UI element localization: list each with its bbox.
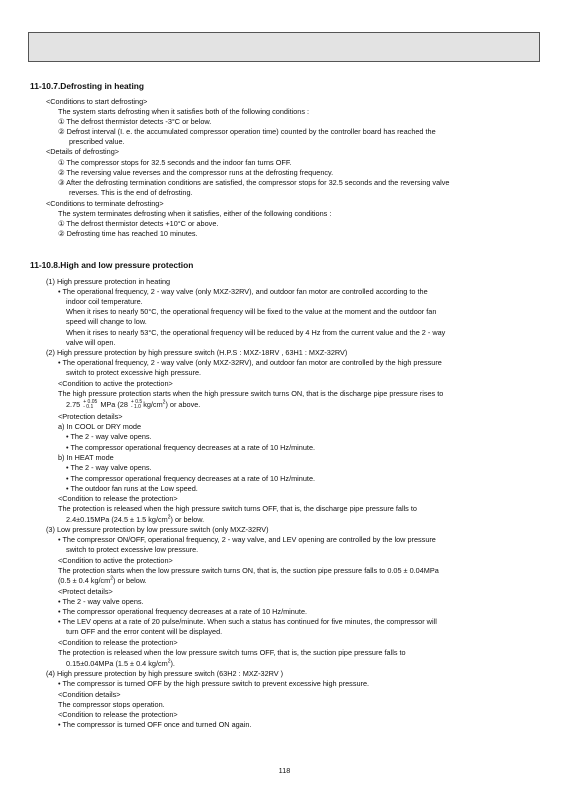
text-fragment: ) or below. [113,576,147,585]
text-line: b) In HEAT mode [58,453,114,462]
section-heading-defrosting: 11-10.7.Defrosting in heating [30,81,145,91]
text-line: turn OFF and the error content will be displayed. [66,627,223,636]
text-line: valve will open. [66,338,116,347]
text-line: The protection is released when the low pressure switch turns OFF, that is, the suction pipe pressure falls to [58,648,406,657]
tolerance-fraction [131,400,142,410]
text-line: <Details of defrosting> [46,147,120,156]
text-line: reverses. This is the end of defrosting. [69,188,193,197]
text-line: ② Defrost interval (I. e. the accumulated compressor operation time) counted by the controller board has reached the [58,127,436,136]
text-line: ① The defrost thermistor detects -3°C or below. [58,117,212,126]
text-fragment: 2.75 [66,400,81,409]
text-line: speed will change to low. [66,317,147,326]
text-line: <Condition to release the protection> [58,494,178,503]
text-line: When it rises to nearly 53°C, the operational frequency will be reduced by 4 Hz from the current value and the 2 - way [66,328,446,337]
text-fragment: 2.4±0.15MPa (24.5 ± 1.5 kg/cm [66,515,168,524]
section-heading-pressure-protection: 11-10.8.High and low pressure protection [30,260,194,270]
text-line: The protection starts when the low pressure switch turns ON, that is, the suction pipe pressure falls to 0.05 ± 0.04MPa [58,566,439,575]
text-line: <Condition to active the protection> [58,379,173,388]
superscript: 2 [110,575,114,582]
text-line: ① The defrost thermistor detects +10°C or above. [58,219,219,228]
text-line: ② Defrosting time has reached 10 minutes. [58,229,198,238]
text-line: prescribed value. [69,137,125,146]
text-line: • The compressor is turned OFF once and turned ON again. [58,720,252,729]
text-line: <Condition details> [58,690,121,699]
text-fragment: (0.5 ± 0.4 kg/cm [58,576,111,585]
text-line: • The compressor operational frequency decreases at a rate of 10 Hz/minute. [58,607,308,616]
text-line: • The 2 - way valve opens. [58,597,144,606]
text-line: • The compressor operational frequency decreases at a rate of 10 Hz/minute. [66,443,316,452]
text-line: switch to protect excessive low pressure. [66,545,199,554]
text-line: <Protect details> [58,587,113,596]
text-fragment: MPa (28 [100,400,128,409]
text-fragment: ) or above. [165,400,201,409]
text-line: • The compressor ON/OFF, operational frequency, 2 - way valve, and LEV opening are controlled by the low pressure [58,535,436,544]
text-fragment: ). [170,659,175,668]
superscript: 2 [167,658,171,665]
text-line: The system terminates defrosting when it satisfies, either of the following conditions : [58,209,332,218]
text-line: <Condition to release the protection> [58,710,178,719]
text-line: (3) Low pressure protection by low pressure switch (only MXZ-32RV) [46,525,269,534]
text-line: The high pressure protection starts when the high pressure switch turns ON, that is the discharge pipe pressure rises to [58,389,444,398]
text-line: <Condition to release the protection> [58,638,178,647]
text-line: When it rises to nearly 50°C, the operational frequency will be fixed to the value at the moment and the outdoor fan [66,307,437,316]
text-line: The protection is released when the high pressure switch turns OFF, that is, the discharge pipe pressure falls to [58,504,417,513]
text-line: The system starts defrosting when it satisfies both of the following conditions : [58,107,310,116]
text-line: (1) High pressure protection in heating [46,277,171,286]
text-line: a) In COOL or DRY mode [58,422,142,431]
page-header-bar [28,32,540,62]
text-line: • The compressor operational frequency decreases at a rate of 10 Hz/minute. [66,474,316,483]
text-line: <Conditions to start defrosting> [46,97,148,106]
text-line: • The operational frequency, 2 - way valve (only MXZ-32RV), and outdoor fan motor are controlled by the high pressure [58,358,442,367]
text-fragment: kg/cm [143,400,163,409]
tolerance-lower: - 0.1 [83,404,94,411]
text-line: • The compressor is turned OFF by the high pressure switch to prevent excessive high pressure. [58,679,370,688]
pressure-value-line [66,400,200,410]
text-line: (2) High pressure protection by high pressure switch (H.P.S : MXZ-18RV , 63H1 : MXZ-32RV) [46,348,348,357]
text-line: switch to protect excessive high pressure. [66,368,202,377]
tolerance-upper: + 0.05 [83,399,98,406]
text-line: ② The reversing value reverses and the compressor runs at the defrosting frequency. [58,168,334,177]
text-line: ③ After the defrosting termination conditions are satisfied, the compressor stops for 32.5 seconds and the reversing valve [58,178,450,187]
text-line: The compressor stops operation. [58,700,165,709]
text-line: (4) High pressure protection by high pressure switch (63H2 : MXZ-32RV ) [46,669,284,678]
superscript: 2 [167,514,171,521]
tolerance-fraction [83,400,97,410]
text-fragment: 0.15±0.04MPa (1.5 ± 0.4 kg/cm [66,659,168,668]
text-line: indoor coil temperature. [66,297,143,306]
text-line: <Condition to active the protection> [58,556,173,565]
text-line: • The outdoor fan runs at the Low speed. [66,484,198,493]
text-line: ① The compressor stops for 32.5 seconds and the indoor fan turns OFF. [58,158,292,167]
text-line: • The 2 - way valve opens. [66,463,152,472]
text-line: • The operational frequency, 2 - way valve (only MXZ-32RV), and outdoor fan motor are controlled according to the [58,287,428,296]
text-line: • The LEV opens at a rate of 20 pulse/minute. When such a status has continued for five minutes, the compressor will [58,617,437,626]
text-line: <Conditions to terminate defrosting> [46,199,164,208]
superscript: 2 [162,399,166,406]
text-line [66,515,204,524]
page-number: 118 [278,766,291,775]
text-line [58,576,147,585]
text-line: <Protection details> [58,412,123,421]
tolerance-upper: + 0.5 [130,399,143,406]
text-line [66,659,175,668]
text-fragment: ) or below. [170,515,205,524]
text-line: • The 2 - way valve opens. [66,432,152,441]
tolerance-lower: - 1.0 [130,404,141,411]
